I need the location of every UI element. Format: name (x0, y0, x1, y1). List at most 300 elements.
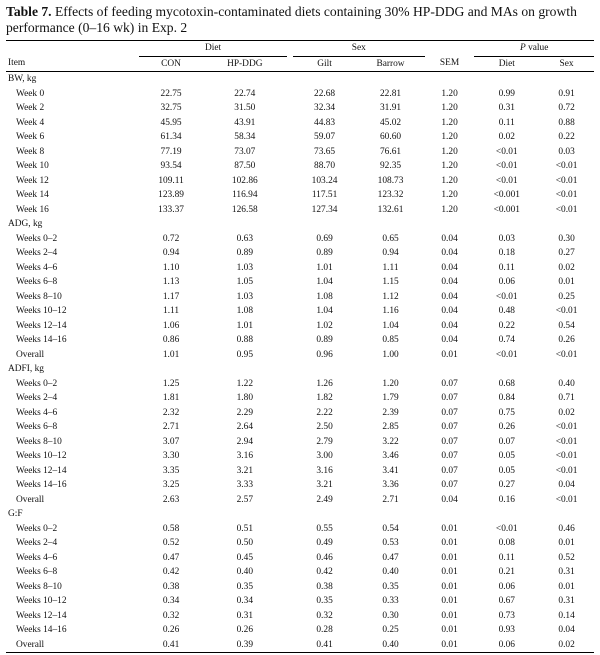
cell-hpddg: 1.05 (236, 277, 253, 287)
cell-barrow: 0.85 (382, 335, 399, 345)
cell-hpddg: 0.50 (236, 538, 253, 548)
cell-gilt: 0.89 (316, 248, 333, 258)
cell-hpddg: 1.22 (236, 378, 253, 389)
cell-gilt: 2.79 (316, 436, 333, 447)
cell-hpddg: 87.50 (234, 161, 256, 171)
cell-p-sex: <0.01 (555, 175, 578, 186)
cell-barrow: 0.53 (382, 538, 399, 548)
cell-barrow: 0.54 (382, 523, 399, 534)
cell-hpddg: 0.88 (236, 335, 253, 345)
cell-p-sex: <0.01 (555, 451, 578, 461)
cell-barrow: 0.94 (382, 248, 399, 258)
cell-p-sex: 0.31 (558, 596, 575, 606)
cell-p-diet: <0.01 (495, 146, 518, 157)
table-row (6, 609, 594, 624)
table-caption (6, 4, 594, 36)
header-group-diet: Diet (139, 41, 287, 57)
cell-hpddg: 1.80 (236, 393, 253, 403)
cell-sem: 1.20 (441, 161, 458, 171)
cell-gilt: 0.46 (316, 552, 333, 563)
cell-con: 0.38 (162, 581, 180, 592)
cell-gilt: 3.21 (316, 480, 333, 490)
cell-con: 3.30 (162, 451, 180, 461)
cell-gilt: 2.50 (316, 422, 333, 432)
table-row (6, 101, 594, 116)
cell-barrow: 2.85 (382, 422, 399, 432)
cell-p-sex: 0.91 (558, 88, 575, 99)
row-label: Weeks 6–8 (16, 277, 58, 287)
cell-barrow: 0.30 (382, 610, 399, 621)
cell-p-sex: <0.01 (555, 494, 578, 505)
cell-p-diet: 0.11 (498, 262, 515, 273)
cell-hpddg: 0.89 (236, 248, 253, 258)
table-row (6, 464, 594, 479)
cell-p-sex: 0.22 (558, 132, 575, 142)
row-label: Week 6 (16, 132, 45, 142)
cell-p-diet: 0.48 (498, 306, 515, 316)
table-row (6, 551, 594, 566)
cell-barrow: 0.40 (382, 567, 399, 577)
cell-gilt: 88.70 (314, 161, 336, 171)
cell-con: 61.34 (160, 132, 182, 142)
cell-p-sex: <0.01 (555, 465, 578, 476)
cell-hpddg: 126.58 (231, 204, 258, 215)
table-row (6, 522, 594, 537)
cell-sem: 0.04 (441, 494, 458, 505)
header-group-sex: Sex (293, 41, 425, 57)
table-title: Effects of feeding mycotoxin-contaminated diets containing 30% HP-DDG and MAs on growth performance (0–16 wk) in Exp. 2 (6, 4, 577, 35)
cell-con: 0.42 (162, 567, 180, 577)
cell-gilt: 127.34 (311, 204, 338, 215)
cell-con: 2.32 (162, 407, 180, 418)
cell-hpddg: 3.21 (236, 465, 253, 476)
cell-p-diet: 0.27 (498, 480, 515, 490)
cell-sem: 0.01 (441, 581, 458, 592)
header-barrow: Barrow (356, 56, 424, 72)
row-label: Weeks 8–10 (16, 291, 62, 302)
row-label: Weeks 6–8 (16, 567, 58, 577)
row-label: Week 14 (16, 190, 49, 200)
cell-barrow: 0.33 (382, 596, 399, 606)
row-label: Weeks 10–12 (16, 596, 67, 606)
cell-barrow: 3.41 (382, 465, 399, 476)
cell-hpddg: 2.57 (236, 494, 253, 505)
cell-con: 32.75 (160, 103, 182, 113)
row-label: Week 12 (16, 175, 49, 186)
table-row (6, 116, 594, 131)
cell-barrow: 3.36 (382, 480, 399, 490)
cell-con: 93.54 (160, 161, 182, 171)
table-label: Table 7. (6, 4, 52, 19)
cell-sem: 0.04 (441, 320, 458, 331)
cell-p-diet: 0.06 (474, 638, 539, 653)
cell-hpddg: 0.35 (236, 581, 253, 592)
cell-p-diet: 0.11 (498, 552, 515, 563)
cell-p-sex: 0.30 (558, 233, 575, 244)
cell-con: 1.01 (162, 349, 180, 360)
table-row (6, 203, 594, 218)
row-label: Weeks 6–8 (16, 422, 58, 432)
cell-p-diet: 0.05 (498, 465, 515, 476)
cell-gilt: 1.26 (316, 378, 333, 389)
cell-p-diet: 0.03 (498, 233, 515, 244)
cell-sem: 0.07 (441, 407, 458, 418)
cell-barrow: 1.15 (382, 277, 399, 287)
row-label: Weeks 14–16 (16, 480, 67, 490)
cell-hpddg: 22.74 (234, 88, 256, 99)
row-label: Weeks 10–12 (16, 451, 67, 461)
cell-p-diet: 0.02 (498, 132, 515, 142)
cell-p-diet: 0.26 (498, 422, 515, 432)
cell-gilt: 22.68 (314, 88, 336, 99)
cell-hpddg: 2.94 (236, 436, 253, 447)
table-row (6, 536, 594, 551)
row-label: Weeks 8–10 (16, 436, 62, 447)
cell-barrow: 0.35 (382, 581, 399, 592)
cell-con: 3.25 (162, 480, 180, 490)
table-row (6, 377, 594, 392)
cell-gilt: 1.04 (316, 306, 333, 316)
cell-barrow: 3.46 (382, 451, 399, 461)
cell-p-sex: 0.88 (558, 117, 575, 128)
cell-con: 1.06 (162, 320, 180, 331)
table-row (6, 493, 594, 508)
cell-p-sex: <0.01 (555, 204, 578, 215)
row-label: Weeks 12–14 (16, 610, 67, 621)
cell-p-sex: <0.01 (555, 422, 578, 432)
table-row (6, 420, 594, 435)
cell-hpddg: 116.94 (232, 190, 258, 200)
row-label: Week 10 (16, 161, 49, 171)
header-gilt: Gilt (293, 56, 356, 72)
cell-con: 0.32 (162, 610, 180, 621)
cell-hpddg: 73.07 (234, 146, 256, 157)
cell-sem: 1.20 (441, 117, 458, 128)
table-row (6, 435, 594, 450)
row-label: Weeks 4–6 (16, 407, 58, 418)
table-row (6, 348, 594, 363)
cell-barrow: 22.81 (379, 88, 402, 99)
cell-p-diet: 0.99 (498, 88, 515, 99)
cell-gilt: 0.42 (316, 567, 333, 577)
cell-con: 77.19 (160, 146, 182, 157)
cell-barrow: 0.65 (382, 233, 399, 244)
cell-p-sex: 0.04 (558, 625, 575, 635)
cell-p-sex: 0.26 (558, 335, 575, 345)
cell-p-diet: 0.08 (498, 538, 515, 548)
cell-con: 1.10 (162, 262, 180, 273)
cell-p-diet: 0.68 (498, 378, 515, 389)
p-value-rest: value (525, 43, 549, 53)
cell-hpddg: 1.08 (236, 306, 253, 316)
cell-p-sex: 0.52 (558, 552, 575, 563)
cell-hpddg: 0.63 (236, 233, 253, 244)
row-label: Weeks 2–4 (16, 248, 58, 258)
header-item: Item (6, 56, 139, 72)
cell-con: 0.58 (162, 523, 180, 534)
cell-gilt: 103.24 (311, 175, 338, 186)
row-label: Weeks 12–14 (16, 320, 67, 331)
cell-hpddg: 0.40 (236, 567, 253, 577)
row-label: Weeks 4–6 (16, 262, 58, 273)
cell-p-diet: 0.74 (498, 335, 515, 345)
section-header-row (6, 217, 594, 232)
table-row (6, 449, 594, 464)
table-row (6, 406, 594, 421)
cell-barrow: 108.73 (377, 175, 404, 186)
cell-gilt: 59.07 (314, 132, 336, 142)
cell-p-diet: 0.21 (498, 567, 515, 577)
cell-gilt: 1.01 (316, 262, 333, 273)
cell-barrow: 0.40 (356, 638, 424, 653)
cell-sem: 0.01 (441, 552, 458, 563)
table-row (6, 130, 594, 145)
section-header-row (6, 72, 594, 87)
row-label: Weeks 14–16 (16, 625, 67, 635)
cell-con: 2.63 (162, 494, 180, 505)
cell-p-sex: 0.02 (558, 407, 575, 418)
header-group-row (6, 41, 594, 57)
cell-p-diet: 0.18 (498, 248, 515, 258)
cell-sem: 0.01 (441, 523, 458, 534)
table-row (6, 145, 594, 160)
row-label: Week 2 (16, 103, 45, 113)
cell-con: 1.13 (162, 277, 180, 287)
table-row (6, 261, 594, 276)
table-row (6, 290, 594, 305)
cell-hpddg: 0.34 (236, 596, 253, 606)
row-label: Weeks 4–6 (16, 552, 58, 563)
cell-sem: 0.04 (441, 306, 458, 316)
cell-hpddg: 43.91 (234, 117, 256, 128)
cell-barrow: 60.60 (379, 132, 402, 142)
table-row (6, 304, 594, 319)
cell-con: 1.81 (162, 393, 180, 403)
cell-barrow: 3.22 (382, 436, 399, 447)
cell-sem: 0.07 (441, 436, 458, 447)
cell-sem: 0.01 (441, 538, 458, 548)
cell-sem: 0.01 (441, 610, 458, 621)
cell-con: 0.41 (139, 638, 202, 653)
section-title: ADFI, kg (8, 364, 44, 374)
cell-hpddg: 0.51 (236, 523, 253, 534)
section-header-row (6, 507, 594, 522)
cell-p-diet: 0.22 (498, 320, 515, 331)
cell-con: 1.25 (162, 378, 180, 389)
cell-sem: 1.20 (441, 103, 458, 113)
header-hpddg: HP-DDG (203, 56, 287, 72)
cell-gilt: 1.08 (316, 291, 333, 302)
row-label: Weeks 12–14 (16, 465, 67, 476)
cell-p-diet: <0.01 (495, 291, 518, 302)
cell-gilt: 1.02 (316, 320, 333, 331)
cell-p-diet: <0.001 (493, 190, 520, 200)
cell-p-diet: 0.07 (498, 436, 515, 447)
cell-hpddg: 1.03 (236, 262, 253, 273)
cell-hpddg: 0.95 (236, 349, 253, 360)
table-row (6, 275, 594, 290)
table-row (6, 594, 594, 609)
cell-p-sex: 0.40 (558, 378, 575, 389)
cell-p-diet: 0.75 (498, 407, 515, 418)
header-column-row (6, 56, 594, 72)
cell-p-diet: 0.67 (498, 596, 515, 606)
row-label: Week 0 (16, 88, 45, 99)
table-row (6, 623, 594, 638)
cell-con: 0.47 (162, 552, 180, 563)
cell-barrow: 2.71 (382, 494, 399, 505)
row-label: Weeks 0–2 (16, 378, 58, 389)
cell-gilt: 0.35 (316, 596, 333, 606)
cell-hpddg: 0.26 (236, 625, 253, 635)
cell-sem: 1.20 (441, 88, 458, 99)
cell-barrow: 132.61 (377, 204, 404, 215)
cell-sem: 0.07 (441, 378, 458, 389)
cell-p-sex: <0.01 (555, 161, 578, 171)
table-row (6, 638, 594, 653)
cell-con: 1.11 (163, 306, 180, 316)
cell-barrow: 123.32 (377, 190, 404, 200)
header-con: CON (139, 56, 202, 72)
cell-barrow: 76.61 (379, 146, 402, 157)
cell-hpddg: 1.03 (236, 291, 253, 302)
cell-barrow: 1.00 (382, 349, 399, 360)
cell-con: 0.26 (162, 625, 180, 635)
cell-gilt: 1.04 (316, 277, 333, 287)
cell-hpddg: 0.39 (203, 638, 287, 653)
cell-con: 0.94 (162, 248, 180, 258)
cell-sem: 0.01 (441, 596, 458, 606)
section-title: BW, kg (8, 74, 37, 84)
cell-barrow: 1.04 (382, 320, 399, 331)
cell-p-diet: <0.01 (495, 175, 518, 186)
table-row (6, 319, 594, 334)
cell-con: 45.95 (160, 117, 182, 128)
cell-p-sex: 0.27 (558, 248, 575, 258)
row-label: Weeks 2–4 (16, 538, 58, 548)
cell-hpddg: 102.86 (231, 175, 258, 186)
cell-p-diet: <0.01 (495, 349, 518, 360)
cell-p-diet: 0.06 (498, 581, 515, 592)
table-body (6, 72, 594, 653)
cell-sem: 1.20 (441, 190, 458, 200)
cell-gilt: 3.16 (316, 465, 333, 476)
cell-gilt: 2.22 (316, 407, 333, 418)
cell-con: 3.07 (162, 436, 180, 447)
row-label: Week 16 (16, 204, 49, 215)
cell-hpddg: 0.45 (236, 552, 253, 563)
cell-con: 109.11 (158, 175, 184, 186)
cell-sem: 0.04 (441, 262, 458, 273)
cell-p-diet: 0.73 (498, 610, 515, 621)
cell-p-sex: 0.31 (558, 567, 575, 577)
table-row (6, 159, 594, 174)
table-row (6, 580, 594, 595)
cell-barrow: 31.91 (379, 103, 402, 113)
table-row (6, 565, 594, 580)
cell-con: 0.86 (162, 335, 180, 345)
cell-sem: 0.04 (441, 277, 458, 287)
cell-p-diet: 0.31 (498, 103, 515, 113)
cell-p-diet: 0.84 (498, 393, 515, 403)
cell-p-sex: 0.02 (558, 262, 575, 273)
row-label: Week 4 (16, 117, 45, 128)
cell-p-diet: 0.05 (498, 451, 515, 461)
cell-con: 2.71 (162, 422, 180, 432)
cell-p-diet: <0.001 (493, 204, 520, 215)
cell-sem: 1.20 (441, 175, 458, 186)
cell-p-sex: 0.25 (558, 291, 575, 302)
cell-gilt: 0.38 (316, 581, 333, 592)
header-group-p-value (474, 41, 594, 57)
cell-con: 123.89 (158, 190, 184, 200)
cell-hpddg: 3.33 (236, 480, 253, 490)
cell-gilt: 117.51 (311, 190, 338, 200)
cell-sem: 1.20 (441, 146, 458, 157)
cell-p-sex: <0.01 (555, 190, 578, 200)
table-row (6, 246, 594, 261)
cell-p-sex: 0.54 (558, 320, 575, 331)
cell-p-sex: <0.01 (555, 349, 578, 360)
cell-hpddg: 0.31 (236, 610, 253, 621)
cell-sem: 0.07 (441, 451, 458, 461)
row-label: Weeks 14–16 (16, 335, 67, 345)
cell-sem: 0.07 (441, 465, 458, 476)
cell-p-diet: 0.06 (498, 277, 515, 287)
cell-con: 22.75 (160, 88, 182, 99)
cell-barrow: 0.47 (382, 552, 399, 563)
cell-sem: 0.04 (441, 248, 458, 258)
cell-p-sex: 0.14 (558, 610, 575, 621)
cell-con: 0.72 (162, 233, 180, 244)
cell-p-sex: 0.72 (558, 103, 575, 113)
cell-gilt: 0.32 (316, 610, 333, 621)
cell-p-sex: 0.03 (558, 146, 575, 157)
cell-p-sex: 0.46 (558, 523, 575, 534)
cell-gilt: 1.82 (316, 393, 333, 403)
cell-p-sex: 0.04 (558, 480, 575, 490)
cell-gilt: 0.41 (293, 638, 356, 653)
cell-p-diet: <0.01 (495, 161, 518, 171)
cell-barrow: 92.35 (379, 161, 402, 171)
cell-barrow: 1.20 (382, 378, 399, 389)
cell-p-sex: 0.02 (539, 638, 594, 653)
cell-p-sex: 0.71 (558, 393, 575, 403)
cell-barrow: 0.25 (382, 625, 399, 635)
cell-con: 3.35 (162, 465, 180, 476)
row-label: Weeks 0–2 (16, 233, 58, 244)
table-row (6, 391, 594, 406)
cell-sem: 1.20 (441, 132, 458, 142)
cell-gilt: 0.55 (316, 523, 333, 534)
row-label: Weeks 8–10 (16, 581, 62, 592)
header-p-diet: Diet (474, 56, 539, 72)
cell-sem: 1.20 (441, 204, 458, 215)
cell-gilt: 2.49 (316, 494, 333, 505)
cell-barrow: 1.12 (382, 291, 399, 302)
cell-sem: 0.04 (441, 233, 458, 244)
cell-con: 0.34 (162, 596, 180, 606)
cell-sem: 0.07 (441, 393, 458, 403)
cell-p-sex: 0.01 (558, 581, 575, 592)
cell-gilt: 44.83 (314, 117, 336, 128)
row-label: Overall (16, 494, 45, 505)
row-label: Overall (16, 349, 45, 360)
cell-p-sex: 0.01 (558, 277, 575, 287)
cell-p-diet: <0.01 (495, 523, 518, 534)
cell-con: 133.37 (158, 204, 184, 215)
cell-gilt: 73.65 (314, 146, 336, 157)
